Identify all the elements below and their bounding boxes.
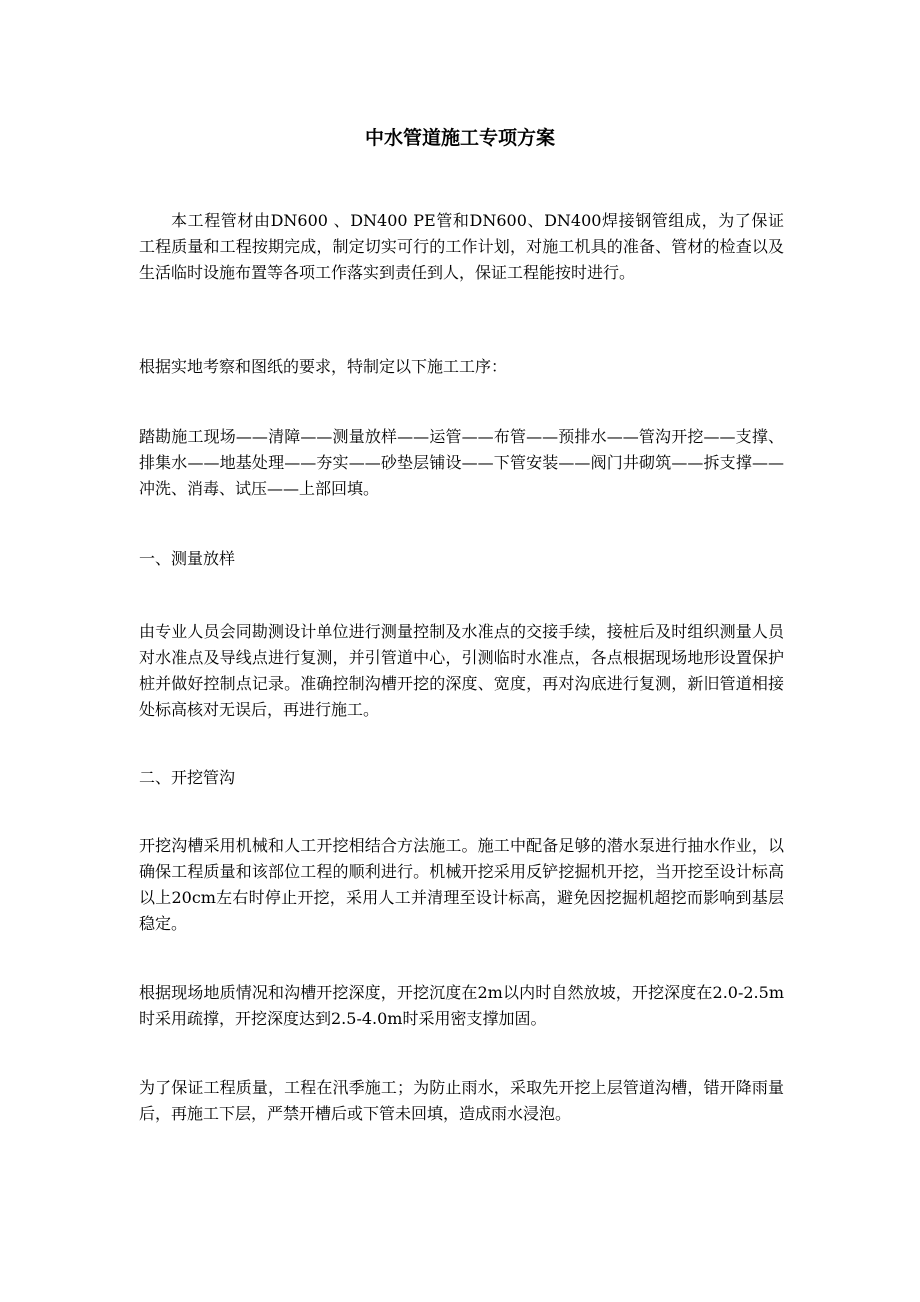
section1-heading: 一、测量放样	[139, 549, 236, 568]
section2-heading: 二、开挖管沟	[139, 768, 236, 787]
section2-paragraph-2: 根据现场地质情况和沟槽开挖深度，开挖沉度在2m以内时自然放坡，开挖深度在2.0-2.5m时采用疏撑，开挖深度达到2.5-4.0m时采用密支撑加固。	[139, 983, 784, 1028]
document-title: 中水管道施工专项方案	[364, 127, 555, 149]
process-steps: 踏勘施工现场——清障——测量放样——运管——布管——预排水——管沟开挖——支撑、排集水——地基处理——夯实——砂垫层铺设——下管安装——阀门井砌筑——拆支撑——冲洗、消毒、试压——上部回填。	[139, 427, 784, 498]
intro-paragraph: 本工程管材由DN600 、DN400 PE管和DN600、DN400焊接钢管组成，为了保证工程质量和工程按期完成，制定切实可行的工作计划，对施工机具的准备、管材的检查以及生活临时设施布置等各项工作落实到责任到人，保证工程能按时进行。	[139, 211, 784, 282]
process-intro: 根据实地考察和图纸的要求，特制定以下施工工序：	[139, 357, 508, 376]
section1-body: 由专业人员会同勘测设计单位进行测量控制及水准点的交接手续，接桩后及时组织测量人员对水准点及导线点进行复测，并引管道中心，引测临时水准点，各点根据现场地形设置保护桩并做好控制点记录。准确控制沟槽开挖的深度、宽度，再对沟底进行复测，新旧管道相接处标高核对无误后，再进行施工。	[139, 622, 784, 719]
section2-paragraph-1: 开挖沟槽采用机械和人工开挖相结合方法施工。施工中配备足够的潜水泵进行抽水作业，以确保工程质量和该部位工程的顺利进行。机械开挖采用反铲挖掘机开挖，当开挖至设计标高以上20cm左右时停止开挖，采用人工并清理至设计标高，避免因挖掘机超挖而影响到基层稳定。	[139, 836, 784, 933]
section2-paragraph-3: 为了保证工程质量，工程在汛季施工；为防止雨水，采取先开挖上层管道沟槽，错开降雨量后，再施工下层，严禁开槽后或下管未回填，造成雨水浸泡。	[139, 1078, 784, 1123]
